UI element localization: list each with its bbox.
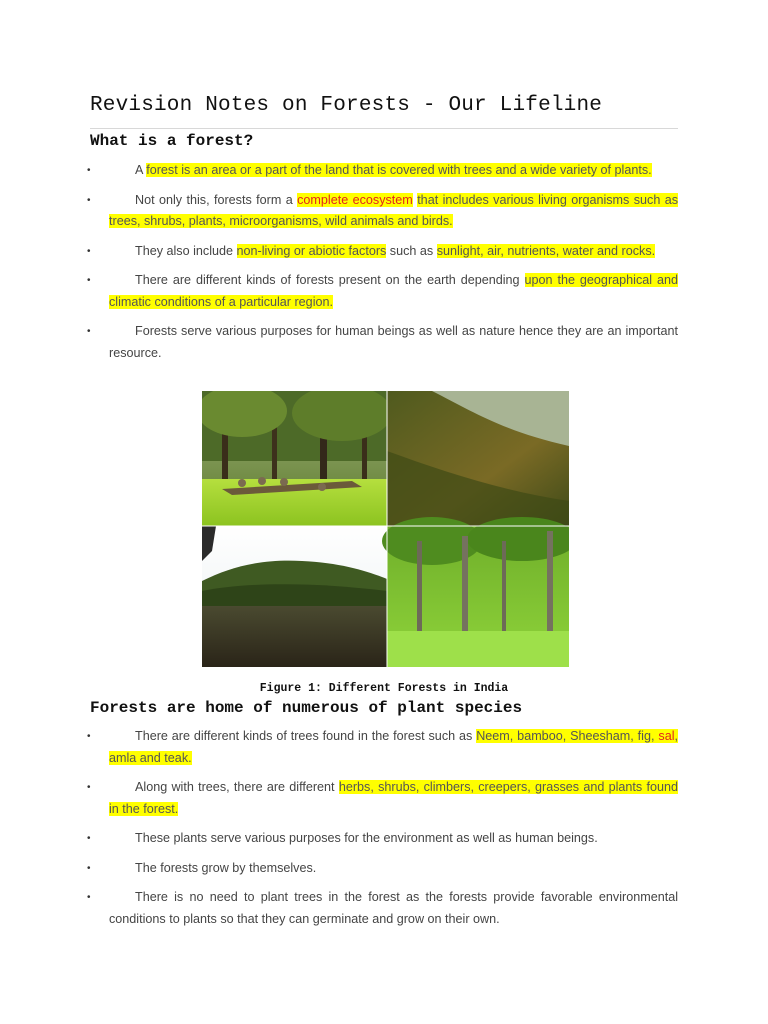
bullet-text: There are different kinds of trees found in the forest such as — [135, 729, 477, 743]
list-item — [0, 321, 768, 364]
highlighted-text: Neem, bamboo, Sheesham, fig, — [476, 729, 659, 743]
bullet-text: There are different kinds of forests present on the earth depending — [135, 273, 525, 287]
highlighted-text: that includes various living organisms such as trees, shrubs, plants, microorganisms, wild animals and birds. — [109, 192, 679, 228]
bullet-dot: • — [87, 862, 91, 874]
bullet-text: These plants serve various purposes for the environment as well as human beings. — [135, 831, 598, 845]
highlighted-text: forest is an area or a part of the land that is covered with trees and a wide variety of plants. — [146, 163, 652, 177]
list-item — [0, 887, 768, 930]
list-item — [0, 270, 768, 313]
highlighted-text: sunlight, air, nutrients, water and rocks. — [436, 243, 656, 258]
list-item — [0, 858, 768, 880]
bullet-text: There is no need to plant trees in the forest as the forests provide favorable environmental conditions to plants so that they can germinate and grow on their own. — [109, 890, 678, 926]
list-item — [0, 777, 768, 820]
highlighted-text: , amla and teak. — [109, 729, 678, 765]
list-item — [0, 828, 768, 850]
lake-with-forest-image — [202, 526, 387, 667]
list-item — [0, 190, 768, 233]
bullet-text: Along with trees, there are different — [135, 780, 339, 794]
highlighted-text: complete ecosystem — [297, 192, 413, 207]
bullet-text: Forests serve various purposes for human beings as well as nature hence they are an important resource. — [109, 324, 678, 360]
list-item — [0, 726, 768, 769]
bullet-dot: • — [87, 275, 91, 286]
bullet-dot: • — [87, 833, 91, 844]
green-woodland-image — [382, 517, 569, 667]
bullet-dot: • — [87, 165, 91, 176]
section-heading-plant-species: Forests are home of numerous of plant species — [90, 699, 523, 717]
highlighted-text: non-living or abiotic factors — [236, 243, 387, 258]
bullet-text: They also include — [135, 243, 237, 258]
highlighted-text: upon the geographical and climatic conditions of a particular region. — [109, 273, 678, 309]
list-item — [0, 241, 768, 263]
bullet-text: The forests grow by themselves. — [135, 860, 317, 875]
highlighted-text: sal — [658, 729, 675, 743]
bullet-dot: • — [87, 245, 91, 257]
list-item — [0, 160, 768, 182]
title-divider — [90, 128, 678, 129]
figure-caption: Figure 1: Different Forests in India — [259, 682, 509, 695]
bullet-dot: • — [87, 892, 91, 903]
highlighted-text: herbs, shrubs, climbers, creepers, grasses and plants found in the forest. — [109, 780, 678, 816]
page-title: Revision Notes on Forests - Our Lifeline — [90, 94, 603, 117]
bullet-dot: • — [87, 782, 91, 793]
bullet-list-what-is-forest — [0, 160, 768, 364]
bullet-list-plant-species — [0, 726, 768, 930]
bullet-dot: • — [87, 194, 91, 206]
bullet-text: A — [135, 163, 147, 177]
bullet-text: Not only this, forests form a — [135, 192, 298, 207]
section-heading-what-is-forest: What is a forest? — [90, 132, 254, 150]
forest-with-monkeys-image — [202, 391, 392, 526]
forest-figure — [202, 391, 569, 667]
bullet-dot: • — [87, 731, 91, 742]
bullet-dot: • — [87, 326, 91, 337]
forested-hillside-image — [387, 391, 569, 526]
bullet-text: such as — [386, 243, 437, 258]
